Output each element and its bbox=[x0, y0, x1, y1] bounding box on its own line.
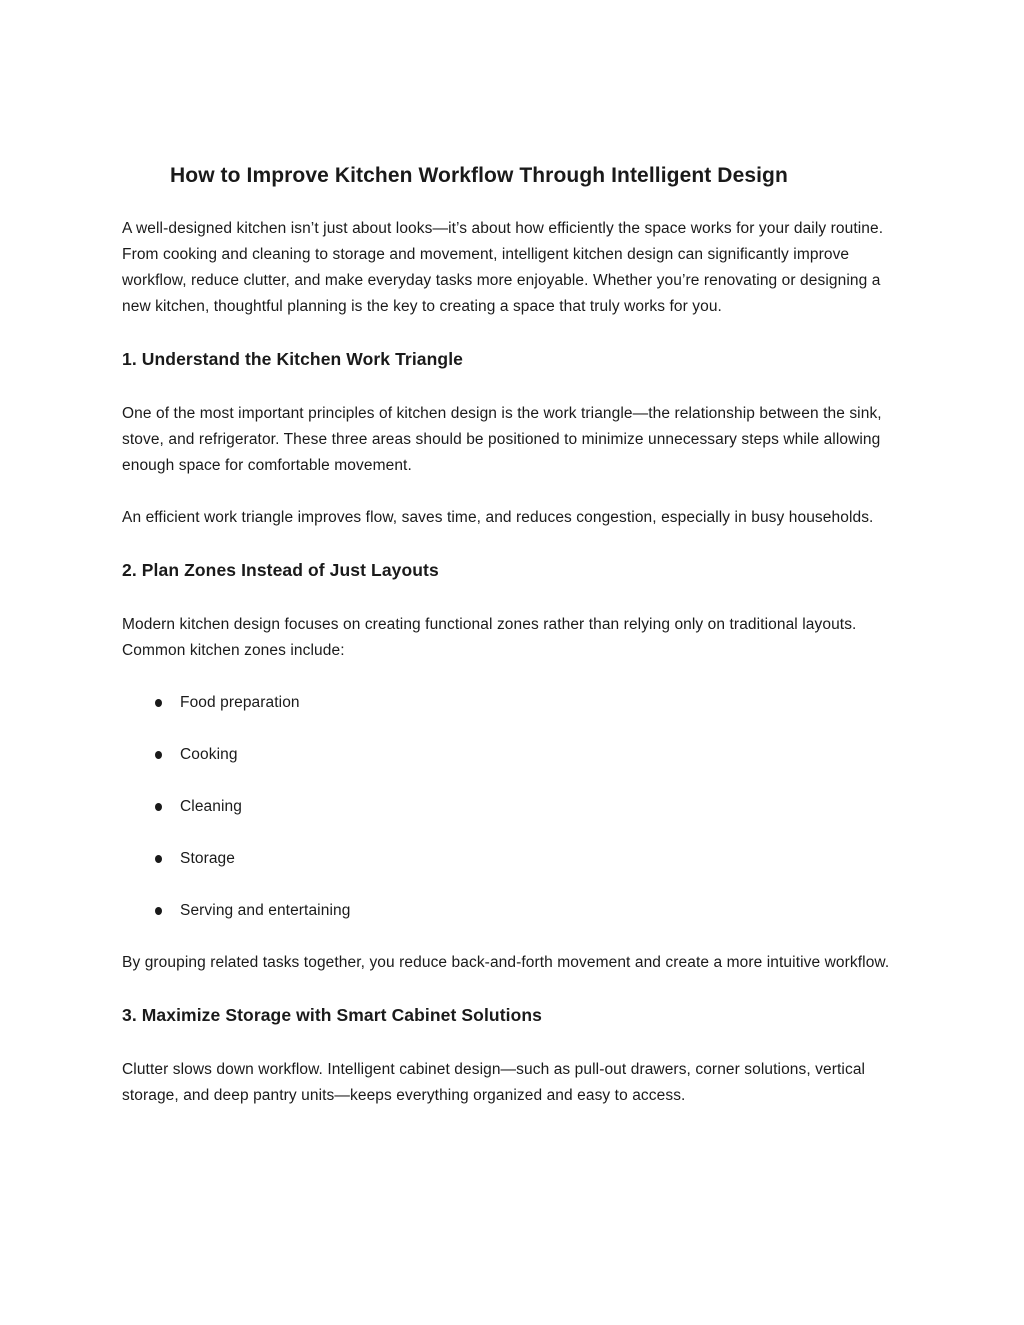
paragraph: One of the most important principles of kitchen design is the work triangle—the relationship between the sink, stove, and refrigerator. These three areas should be positioned to minimize unnecessary steps while allowing enough space for comfortable movement. bbox=[122, 405, 882, 474]
paragraph: Modern kitchen design focuses on creating functional zones rather than relying only on traditional layouts. Common kitchen zones include: bbox=[122, 616, 857, 659]
kitchen-zones-list bbox=[122, 690, 902, 924]
section-heading-plan-zones: 2. Plan Zones Instead of Just Layouts bbox=[122, 560, 439, 580]
list-item bbox=[122, 794, 902, 820]
bullet-icon bbox=[155, 855, 162, 863]
paragraph: By grouping related tasks together, you reduce back-and-forth movement and create a more intuitive workflow. bbox=[122, 954, 890, 971]
paragraph: An efficient work triangle improves flow, saves time, and reduces congestion, especially in busy households. bbox=[122, 509, 874, 526]
list-item bbox=[122, 690, 902, 716]
bullet-icon bbox=[155, 803, 162, 811]
list-item bbox=[122, 898, 902, 924]
bullet-icon bbox=[155, 699, 162, 707]
list-item-label: Food preparation bbox=[180, 694, 300, 711]
bullet-icon bbox=[155, 751, 162, 759]
list-item-label: Cleaning bbox=[180, 798, 242, 815]
bullet-icon bbox=[155, 907, 162, 915]
paragraph: Clutter slows down workflow. Intelligent cabinet design—such as pull-out drawers, corner solutions, vertical storage, and deep pantry units—keeps everything organized and easy to access. bbox=[122, 1061, 866, 1104]
list-item bbox=[122, 742, 902, 768]
intro-paragraph: A well-designed kitchen isn’t just about looks—it’s about how efficiently the space works for your daily routine. From cooking and cleaning to storage and movement, intelligent kitchen design can significantly improve workflow, reduce clutter, and make everyday tasks more enjoyable. Whether you’re renovating or designing a new kitchen, thoughtful planning is the key to creating a space that truly works for you. bbox=[122, 220, 884, 315]
list-item-label: Serving and entertaining bbox=[180, 902, 351, 919]
section-heading-smart-cabinets: 3. Maximize Storage with Smart Cabinet Solutions bbox=[122, 1005, 543, 1025]
document-title: How to Improve Kitchen Workflow Through Intelligent Design bbox=[170, 164, 788, 187]
section-heading-work-triangle: 1. Understand the Kitchen Work Triangle bbox=[122, 349, 463, 369]
list-item-label: Storage bbox=[180, 850, 235, 867]
list-item-label: Cooking bbox=[180, 746, 238, 763]
list-item bbox=[122, 846, 902, 872]
